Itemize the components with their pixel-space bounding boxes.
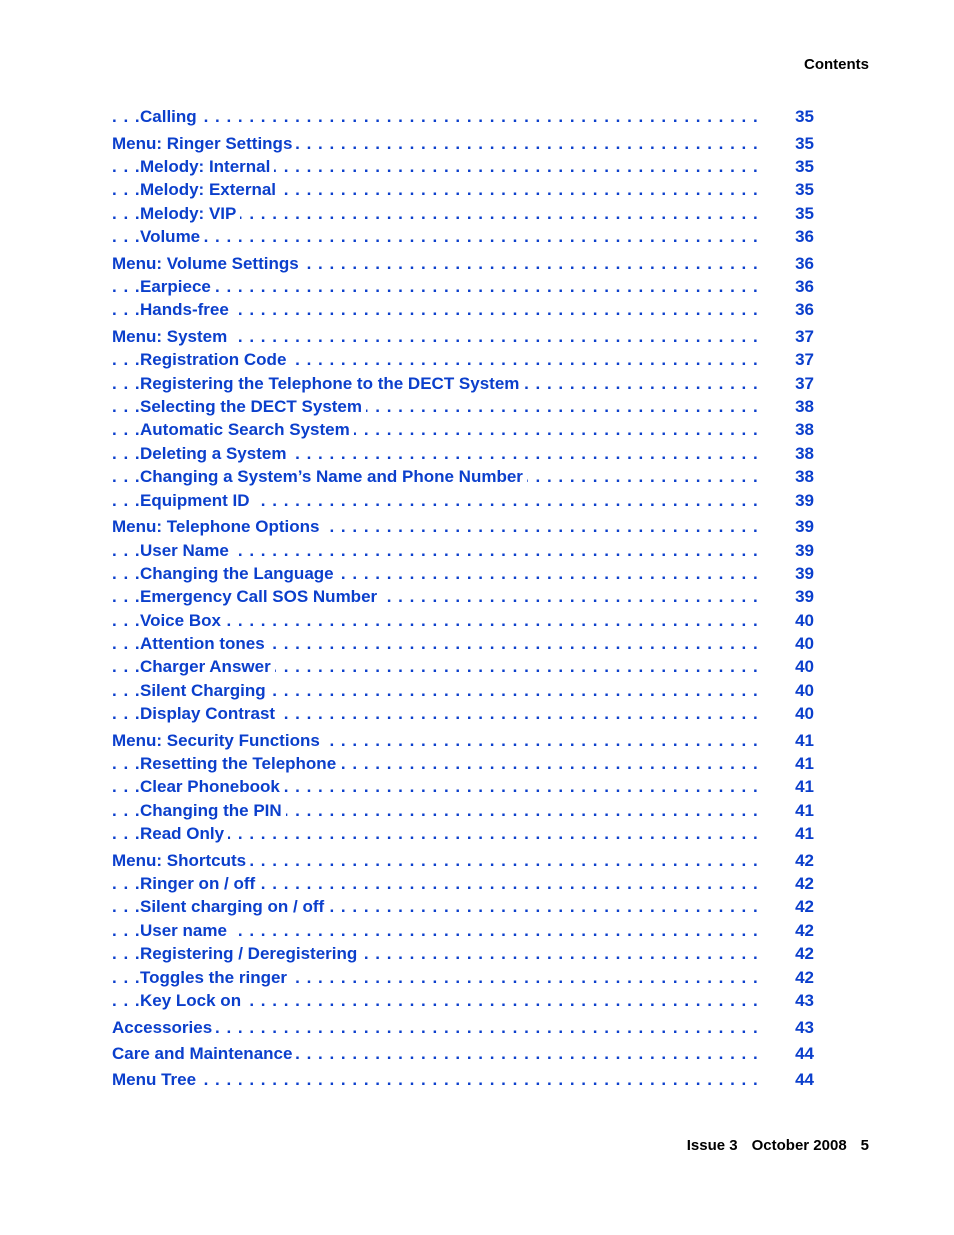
toc-entry-menu-ringer-settings[interactable]	[0, 133, 954, 155]
toc-entry-page: 42	[795, 874, 814, 893]
toc-entry-label: Menu: Volume Settings	[112, 253, 303, 275]
toc-entry-page: 42	[795, 968, 814, 987]
toc-entry-page: 37	[795, 327, 814, 346]
toc-entry-label: Attention tones	[140, 633, 269, 655]
toc-entry-resetting-telephone[interactable]	[0, 753, 954, 775]
toc-entry-hands-free[interactable]	[0, 299, 954, 321]
toc-entry-label: Volume	[140, 226, 204, 248]
toc-entry-label: Hands-free	[140, 299, 233, 321]
toc-entry-label: Melody: Internal	[140, 156, 274, 178]
toc-entry-label: Display Contrast	[140, 703, 279, 725]
toc-entry-label: Menu: Telephone Options	[112, 516, 323, 538]
toc-entry-label: Deleting a System	[140, 443, 290, 465]
toc-entry-menu-shortcuts[interactable]	[0, 850, 954, 872]
toc-entry-changing-system-name[interactable]	[0, 466, 954, 488]
toc-entry-user-name[interactable]	[0, 540, 954, 562]
page-footer	[687, 1137, 869, 1154]
toc-entry-label: Changing the Language	[140, 563, 338, 585]
toc-entry-page: 41	[795, 801, 814, 820]
toc-entry-menu-telephone-options[interactable]	[0, 516, 954, 538]
toc-entry-melody-internal[interactable]	[0, 156, 954, 178]
toc-entry-label: Silent charging on / off	[140, 896, 328, 918]
toc-entry-label: User name	[140, 920, 231, 942]
toc-entry-page: 42	[795, 897, 814, 916]
toc-entry-clear-phonebook[interactable]	[0, 776, 954, 798]
toc-entry-label: Ringer on / off	[140, 873, 259, 895]
toc-entry-page: 41	[795, 731, 814, 750]
toc-entry-label: Registering the Telephone to the DECT System	[140, 373, 523, 395]
leader-dots	[112, 1069, 760, 1091]
toc-entry-page: 39	[795, 517, 814, 536]
toc-entry-label: Toggles the ringer	[140, 967, 291, 989]
toc-entry-label: Calling	[140, 106, 201, 128]
toc-entry-label: Automatic Search System	[140, 419, 354, 441]
toc-entry-page: 35	[795, 134, 814, 153]
toc-entry-page: 42	[795, 921, 814, 940]
toc-entry-label: Voice Box	[140, 610, 225, 632]
toc-entry-page: 38	[795, 397, 814, 416]
toc-entry-label: Resetting the Telephone	[140, 753, 340, 775]
toc-entry-label: Melody: External	[140, 179, 280, 201]
toc-entry-page: 42	[795, 851, 814, 870]
toc-entry-label: Emergency Call SOS Number	[140, 586, 381, 608]
leader-dots	[112, 226, 760, 248]
toc-entry-page: 42	[795, 944, 814, 963]
toc-entry-page: 35	[795, 204, 814, 223]
toc-entry-automatic-search-system[interactable]	[0, 419, 954, 441]
toc-entry-page: 36	[795, 300, 814, 319]
toc-entry-label: Earpiece	[140, 276, 215, 298]
toc-entry-page: 43	[795, 1018, 814, 1037]
toc-entry-selecting-dect-system[interactable]	[0, 396, 954, 418]
toc-entry-melody-vip[interactable]	[0, 203, 954, 225]
toc-entry-label: Changing the PIN	[140, 800, 286, 822]
toc-entry-page: 39	[795, 491, 814, 510]
toc-entry-attention-tones[interactable]	[0, 633, 954, 655]
toc-entry-page: 38	[795, 444, 814, 463]
toc-entry-melody-external[interactable]	[0, 179, 954, 201]
toc-entry-page: 35	[795, 157, 814, 176]
toc-entry-page: 44	[795, 1070, 814, 1089]
toc-entry-label: Silent Charging	[140, 680, 270, 702]
toc-entry-registering-deregistering[interactable]	[0, 943, 954, 965]
toc-entry-emergency-call-sos[interactable]	[0, 586, 954, 608]
footer-date: October 2008	[751, 1137, 847, 1154]
page-header-title: Contents	[804, 56, 869, 73]
toc-entry-label: Read Only	[140, 823, 228, 845]
toc-entry-label: Menu: Security Functions	[112, 730, 324, 752]
toc-entry-page: 38	[795, 467, 814, 486]
toc-entry-charger-answer[interactable]	[0, 656, 954, 678]
toc-entry-read-only[interactable]	[0, 823, 954, 845]
toc-entry-menu-system[interactable]	[0, 326, 954, 348]
toc-entry-page: 35	[795, 107, 814, 126]
toc-entry-label: Selecting the DECT System	[140, 396, 366, 418]
toc-entry-user-name-shortcut[interactable]	[0, 920, 954, 942]
toc-entry-changing-pin[interactable]	[0, 800, 954, 822]
toc-entry-page: 39	[795, 587, 814, 606]
toc-entry-silent-charging-on-off[interactable]	[0, 896, 954, 918]
toc-entry-registration-code[interactable]	[0, 349, 954, 371]
toc-entry-label: Menu: Shortcuts	[112, 850, 250, 872]
toc-entry-menu-security-functions[interactable]	[0, 730, 954, 752]
toc-entry-label: Registering / Deregistering	[140, 943, 361, 965]
toc-entry-equipment-id[interactable]	[0, 490, 954, 512]
toc-entry-page: 41	[795, 777, 814, 796]
toc-entry-page: 36	[795, 254, 814, 273]
toc-entry-voice-box[interactable]	[0, 610, 954, 632]
toc-entry-page: 40	[795, 681, 814, 700]
toc-entry-calling[interactable]	[0, 106, 954, 128]
toc-entry-volume[interactable]	[0, 226, 954, 248]
toc-entry-page: 36	[795, 277, 814, 296]
toc-entry-page: 40	[795, 704, 814, 723]
toc-entry-label: Menu Tree	[112, 1069, 200, 1091]
toc-entry-silent-charging[interactable]	[0, 680, 954, 702]
toc-entry-page: 40	[795, 657, 814, 676]
toc-entry-page: 37	[795, 350, 814, 369]
toc-entry-label: Clear Phonebook	[140, 776, 284, 798]
toc-entry-page: 39	[795, 541, 814, 560]
toc-entry-label: Key Lock on	[140, 990, 245, 1012]
toc-entry-page: 39	[795, 564, 814, 583]
toc-entry-page: 37	[795, 374, 814, 393]
toc-entry-changing-language[interactable]	[0, 563, 954, 585]
toc-entry-label: Registration Code	[140, 349, 290, 371]
toc-entry-display-contrast[interactable]	[0, 703, 954, 725]
toc-entry-menu-volume-settings[interactable]	[0, 253, 954, 275]
toc-entry-care-maintenance[interactable]	[0, 1043, 954, 1065]
footer-issue: Issue 3	[686, 1137, 738, 1154]
toc-entry-page: 41	[795, 824, 814, 843]
toc-entry-ringer-on-off[interactable]	[0, 873, 954, 895]
toc-entry-earpiece[interactable]	[0, 276, 954, 298]
toc-entry-page: 40	[795, 634, 814, 653]
toc-entry-label: Menu: System	[112, 326, 231, 348]
toc-entry-page: 41	[795, 754, 814, 773]
toc-entry-key-lock-on[interactable]	[0, 990, 954, 1012]
toc-entry-page: 44	[795, 1044, 814, 1063]
toc-entry-page: 35	[795, 180, 814, 199]
toc-entry-page: 40	[795, 611, 814, 630]
toc-entry-registering-telephone[interactable]	[0, 373, 954, 395]
toc-entry-label: Equipment ID	[140, 490, 254, 512]
toc-entry-page: 36	[795, 227, 814, 246]
toc-entry-accessories[interactable]	[0, 1017, 954, 1039]
toc-entry-menu-tree[interactable]	[0, 1069, 954, 1091]
toc-entry-label: Menu: Ringer Settings	[112, 133, 296, 155]
toc-entry-label: User Name	[140, 540, 233, 562]
toc-entry-deleting-system[interactable]	[0, 443, 954, 465]
toc-entry-page: 43	[795, 991, 814, 1010]
toc-entry-label: Melody: VIP	[140, 203, 240, 225]
toc-entry-page: 38	[795, 420, 814, 439]
toc-entry-label: Changing a System’s Name and Phone Number	[140, 466, 527, 488]
toc-entry-label: Accessories	[112, 1017, 216, 1039]
leader-dots	[112, 106, 760, 128]
toc-entry-toggles-ringer[interactable]	[0, 967, 954, 989]
toc-entry-label: Care and Maintenance	[112, 1043, 296, 1065]
toc-entry-label: Charger Answer	[140, 656, 275, 678]
footer-page-number: 5	[860, 1137, 869, 1154]
